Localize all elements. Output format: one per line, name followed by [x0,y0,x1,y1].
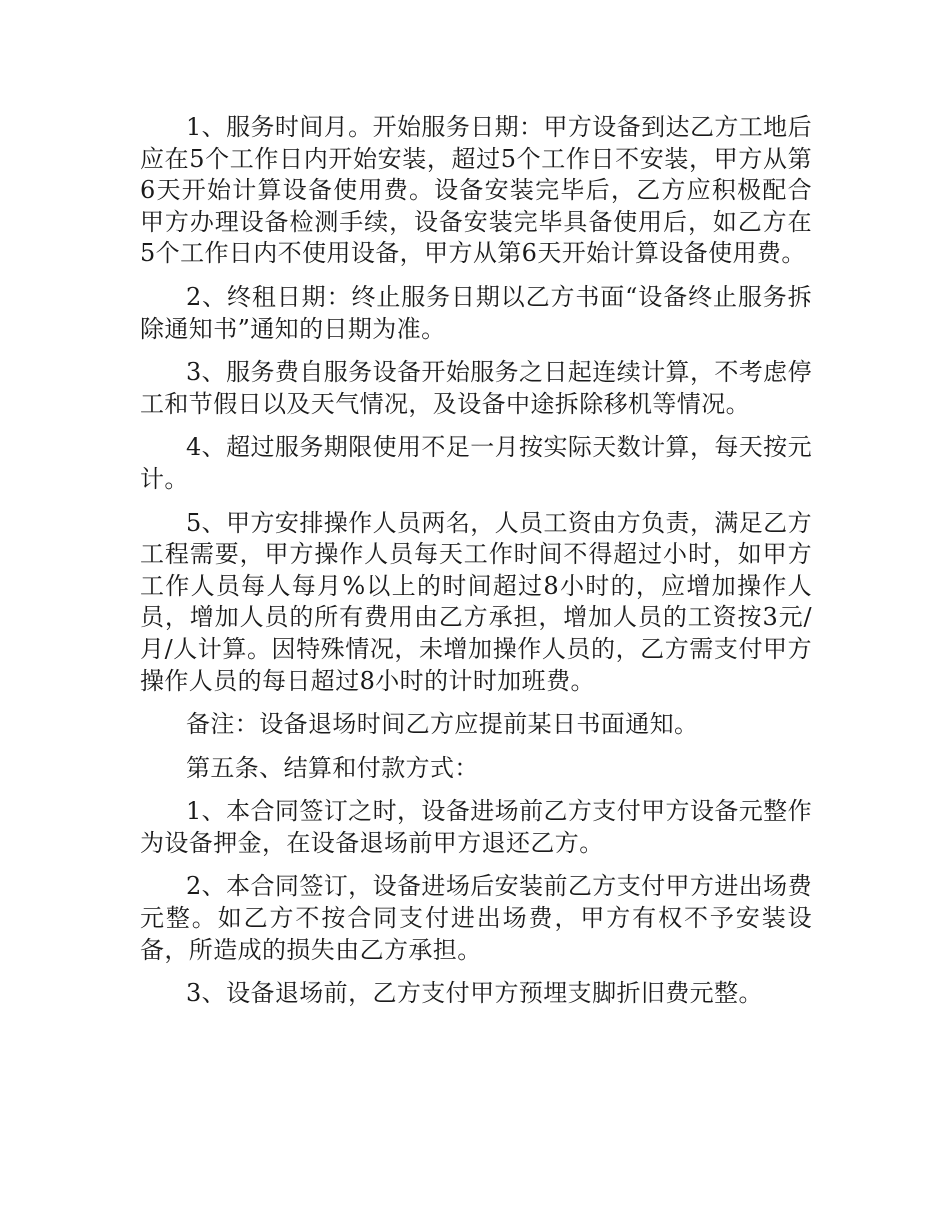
clause-service-fee-calculation: 3、服务费自服务设备开始服务之日起连续计算，不考虑停工和节假日以及天气情况，及设备中途拆除移机等情况。 [140,358,812,418]
payment-depreciation-fee: 3、设备退场前，乙方支付甲方预埋支脚折旧费元整。 [186,979,763,1008]
payment-deposit: 1、本合同签订之时，设备进场前乙方支付甲方设备元整作为设备押金，在设备退场前甲方退还乙方。 [140,797,812,857]
payment-entry-exit-fee: 2、本合同签订，设备进场后安装前乙方支付甲方进出场费元整。如乙方不按合同支付进出场费，甲方有权不予安装设备，所造成的损失由乙方承担。 [140,872,812,964]
article-five-heading: 第五条、结算和付款方式： [186,753,479,782]
document-page [140,112,812,1022]
clause-service-period: 1、服务时间月。开始服务日期：甲方设备到达乙方工地后应在5个工作日内开始安装，超过5个工作日不安装，甲方从第6天开始计算设备使用费。设备安装完毕后，乙方应积极配合甲方办理设备检测手续，设备安装完毕具备使用后，如乙方在5个工作日内不使用设备，甲方从第6天开始计算设备使用费。 [140,113,812,268]
clause-termination-date: 2、终租日期：终止服务日期以乙方书面“设备终止服务拆除通知书”通知的日期为准。 [140,282,812,343]
clause-operators: 5、甲方安排操作人员两名，人员工资由方负责，满足乙方工程需要，甲方操作人员每天工作时间不得超过小时，如甲方工作人员每人每月%以上的时间超过8小时的，应增加操作人员，增加人员的所有费用由乙方承担，增加人员的工资按3元/月/人计算。因特殊情况，未增加操作人员的，乙方需支付甲方操作人员的每日超过8小时的计时加班费。 [140,508,812,695]
note-exit-notice: 备注：设备退场时间乙方应提前某日书面通知。 [186,710,699,739]
clause-overtime-usage: 4、超过服务期限使用不足一月按实际天数计算，每天按元计。 [140,433,812,493]
